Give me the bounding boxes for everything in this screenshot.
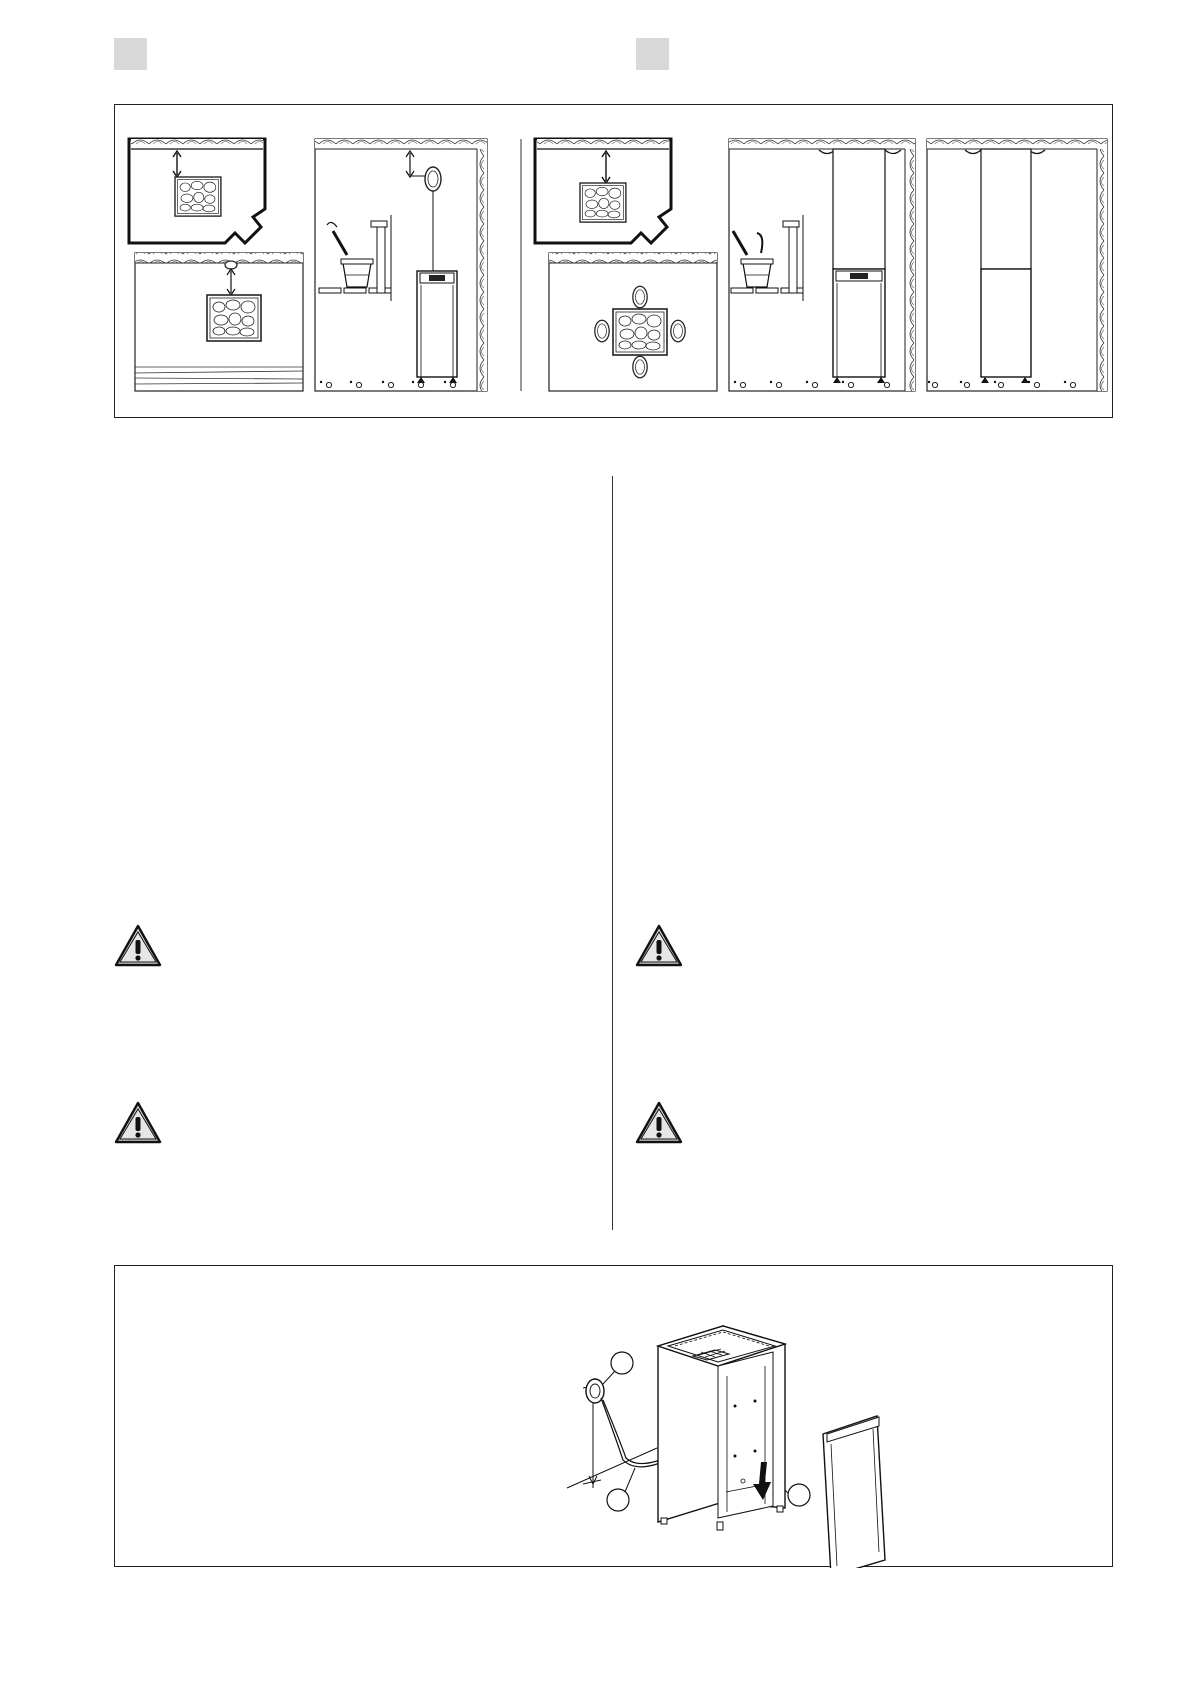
installation-drawings (115, 105, 1114, 419)
callout-circle-2 (607, 1489, 629, 1511)
figure-label-left (114, 38, 147, 70)
top-view-panel-3 (535, 139, 671, 243)
front-panel-drawing (823, 1416, 885, 1568)
top-view-panel-1 (129, 139, 265, 243)
installation-figure-top (114, 104, 1113, 418)
text-column-left (114, 476, 594, 916)
side-view-panel-2 (729, 139, 915, 391)
top-view-panel-2 (135, 253, 303, 391)
warning-triangle-icon (635, 924, 683, 967)
callout-circle-3 (788, 1484, 810, 1506)
warning-triangle-icon (635, 1101, 683, 1144)
side-view-panel-3 (927, 139, 1107, 391)
sauna-heater-icon (658, 1266, 785, 1530)
side-view-panel-1 (315, 139, 487, 391)
heater-assembly-drawing (115, 1266, 1114, 1568)
installation-figure-bottom (114, 1265, 1113, 1567)
warning-triangle-icon (114, 924, 162, 967)
column-divider (612, 476, 613, 1230)
top-view-panel-4 (549, 253, 717, 391)
figure-label-right (636, 38, 669, 70)
text-column-right (634, 476, 1114, 916)
callout-circle-1 (611, 1352, 633, 1374)
warning-triangle-icon (114, 1101, 162, 1144)
